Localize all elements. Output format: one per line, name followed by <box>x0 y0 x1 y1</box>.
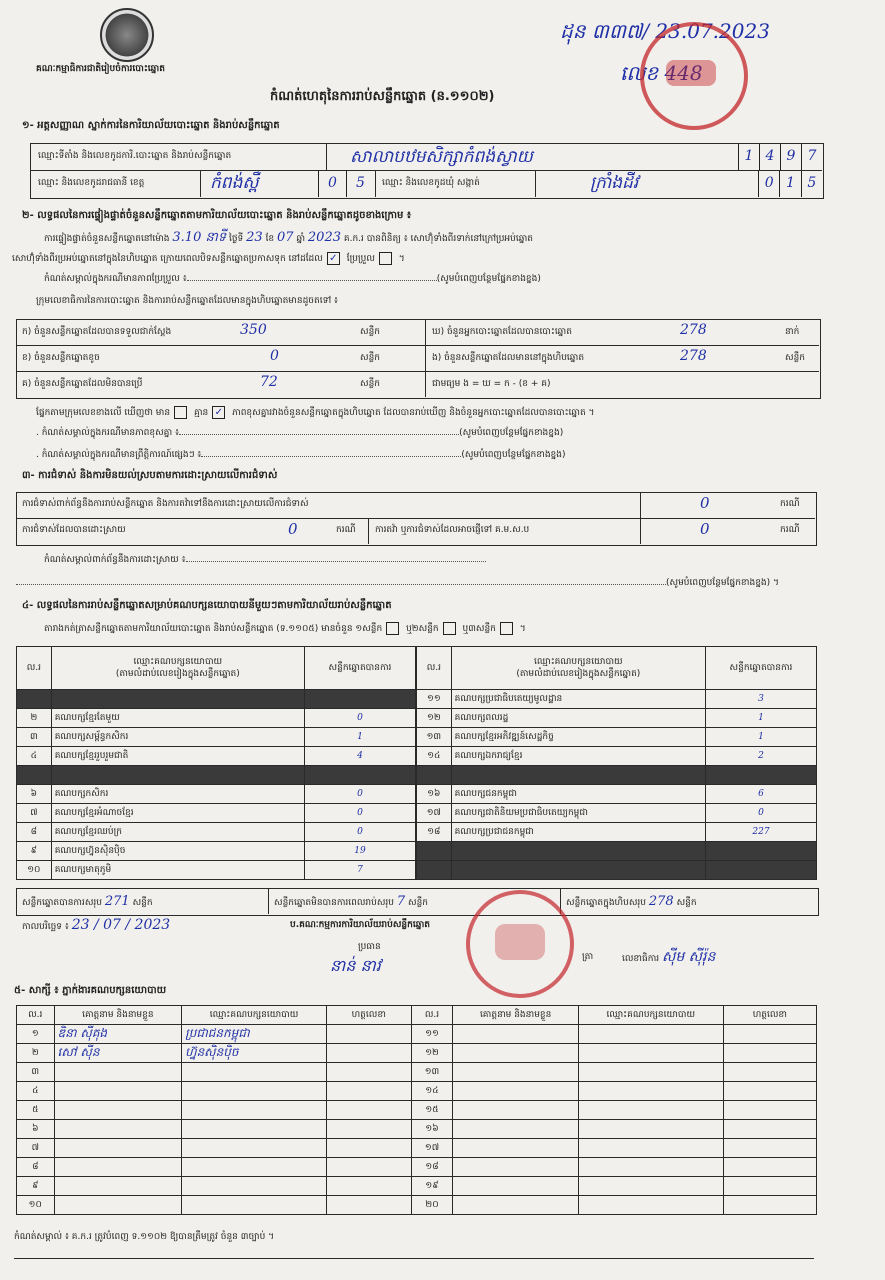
party-number: ១១ <box>417 690 452 709</box>
commune-label: ឈ្មោះ និងលេខកូដឃុំ សង្កាត់ <box>382 178 480 188</box>
party-row <box>417 709 817 728</box>
section4-heading: ៤- លទ្ធផលនៃការរាប់សន្លឹកឆ្នោតសម្រាប់គណបក្សនយោបាយនីមួយៗតាមការិយាល័យរាប់សន្លឹកឆ្នោត <box>22 600 392 611</box>
witness-signature <box>723 1025 816 1044</box>
witness-number: ១០ <box>17 1196 55 1215</box>
witness-name <box>54 1196 182 1215</box>
party-votes: 1 <box>304 728 415 747</box>
party-row <box>17 804 416 823</box>
witness-number: ១៥ <box>411 1101 453 1120</box>
party-name: គណបក្សខ្មែរតែមួយ <box>51 709 304 728</box>
party-name <box>51 766 304 785</box>
party-votes: 3 <box>705 690 816 709</box>
witness-party <box>182 1158 327 1177</box>
province-code: 0 5 <box>318 170 374 197</box>
witness-number: ១២ <box>411 1044 453 1063</box>
party-name: គណបក្សកសិករ <box>51 785 304 804</box>
total-in-box: សន្លឹកឆ្នោតក្នុងហិបសរុប 278 សន្លឹក <box>566 894 697 909</box>
witness-party: ហ្វ៊ុនស៊ិនប៉ិច <box>182 1044 327 1063</box>
has-diff-checkbox[interactable] <box>174 406 187 419</box>
witness-name <box>453 1025 578 1044</box>
witness-name <box>54 1082 182 1101</box>
location-value: សាលាបឋមសិក្សាកំពង់ស្វាយ <box>350 147 533 167</box>
party-votes <box>304 766 415 785</box>
party-votes: 0 <box>705 804 816 823</box>
witness-number: ១៣ <box>411 1063 453 1082</box>
witness-signature <box>326 1063 411 1082</box>
witness-party <box>578 1177 723 1196</box>
objection-2-unit: ករណី <box>336 525 356 535</box>
witness-signature <box>723 1101 816 1120</box>
party-votes: 4 <box>304 747 415 766</box>
party-row <box>17 709 416 728</box>
party-name: គណបក្សជនកម្ពុជា <box>451 785 705 804</box>
official-stamp-top <box>640 22 748 130</box>
party-votes: 19 <box>304 842 415 861</box>
count-b-value: 0 <box>270 348 279 364</box>
party-row <box>417 804 817 823</box>
witness-row <box>17 1044 817 1063</box>
seal-line: សោហ៊ុំទាំងពីរប្រអប់ឆ្នោតនៅក្នុងនៃហិបឆ្នោត ក្រោយពេលបិទសន្លឹកឆ្នោតប្រកាសទុក នៅដដែល ✓ ប្រែប្រួល ។ <box>12 253 405 264</box>
count-c-label: គ) ចំនួនសន្លឹកឆ្នោតដែលមិនបានប្រើ <box>22 379 143 389</box>
total-valid: សន្លឹកឆ្នោតបានការសរុប 271 សន្លឹក <box>22 894 153 909</box>
witness-name <box>453 1177 578 1196</box>
count-d-label: ឃ) ចំនួនអ្នកបោះឆ្នោតដែលបានបោះឆ្នោត <box>432 327 572 337</box>
witness-number: ៤ <box>17 1082 55 1101</box>
witness-row <box>17 1025 817 1044</box>
party-number: ៧ <box>17 804 52 823</box>
province-label: ឈ្មោះ និងលេខកូដរាជធានី ខេត្ត <box>38 178 145 188</box>
two-sheet-checkbox[interactable] <box>443 622 456 635</box>
committee-label: ប.គណៈកម្មការការិយាល័យរាប់សន្លឹកឆ្នោត <box>290 920 430 930</box>
no-diff-checkbox[interactable]: ✓ <box>212 406 225 419</box>
witness-name: សៅ ស៊ីន <box>54 1044 182 1063</box>
section2-heading: ២- លទ្ធផលនៃការផ្ទៀងផ្ទាត់ចំនួនសន្លឹកឆ្នោតតាមការិយាល័យបោះឆ្នោត និងរាប់សន្លឹកឆ្នោតដូចខាងក្រោម ៖ <box>22 210 412 221</box>
party-name: គណបក្សខ្មែររួបរួមជាតិ <box>51 747 304 766</box>
objection-3-unit: ករណី <box>780 525 800 535</box>
witness-party <box>182 1139 327 1158</box>
witness-party <box>182 1101 327 1120</box>
stamp-label: ត្រា <box>582 952 594 962</box>
party-row <box>417 785 817 804</box>
party-number <box>17 690 52 709</box>
count-d-value: 278 <box>680 322 707 338</box>
witness-party <box>578 1082 723 1101</box>
count-d-unit: នាក់ <box>785 327 800 337</box>
objection-3-value: 0 <box>700 520 710 538</box>
president-signature: នាន់ នាវ <box>330 956 381 975</box>
objection-1-value: 0 <box>700 494 710 512</box>
witness-number: ៩ <box>17 1177 55 1196</box>
party-name: គណបក្សហ្វ៊ុនស៊ិនប៉ិច <box>51 842 304 861</box>
witness-party <box>182 1196 327 1215</box>
witness-party <box>578 1120 723 1139</box>
objection-2-label: ការជំទាស់ដែលបានដោះស្រាយ <box>22 525 126 535</box>
witness-number: ១៤ <box>411 1082 453 1101</box>
party-number <box>417 766 452 785</box>
party-row <box>17 785 416 804</box>
party-votes <box>705 766 816 785</box>
count-a-value: 350 <box>240 322 267 338</box>
party-row <box>417 823 817 842</box>
location-code: 1 4 9 7 <box>738 143 822 170</box>
party-row <box>17 728 416 747</box>
province-value: កំពង់ស្ពឺ <box>210 173 259 193</box>
witness-signature <box>326 1025 411 1044</box>
witness-signature <box>326 1101 411 1120</box>
party-number: ១២ <box>417 709 452 728</box>
org-name: គណៈកម្មាធិការជាតិរៀបចំការបោះឆ្នោត <box>36 64 165 74</box>
count-intro: ក្រុមលេខាធិការនៃការបោះឆ្នោត និងការរាប់សន្លឹកឆ្នោតដែលមានក្នុងហិបឆ្នោតមានដូចតទៅ ៖ <box>36 296 338 306</box>
witness-signature <box>723 1120 816 1139</box>
date-line: កាលបរិច្ឆេទ ៖ 23 / 07 / 2023 <box>22 917 171 933</box>
objection-2-value: 0 <box>288 520 298 538</box>
party-row <box>417 766 817 785</box>
party-name: គណបក្សប្រជាជនកម្ពុជា <box>451 823 705 842</box>
party-votes: 0 <box>304 823 415 842</box>
objection-1-unit: ករណី <box>780 499 800 509</box>
witness-table: ល.រ គោត្តនាម និងនាមខ្លួន ឈ្មោះគណបក្សនយោបាយ ហត្ថលេខា ល.រ គោត្តនាម និងនាមខ្លួន ឈ្មោះគណបក្សនយោបាយ ហត្ថលេខា ១ ឌិនា ស៊ីគុង ប្រជាជនកម្ពុជា ១១ ២ សៅ ស៊ីន ហ្វ៊ុនស៊ិនប៉ិច ១២ ៣ ១៣ ៤ ១៤ ៥ ១៥ ៦ ១៦ ៧ ១៧ ៨ ១៨ ៩ ១៩ ១០ ២០ <box>16 1005 817 1215</box>
party-number: ១៣ <box>417 728 452 747</box>
witness-signature <box>326 1196 411 1215</box>
change-note-line: កំណត់សម្គាល់ក្នុងករណីមានភាពប្រែប្រួល ៖ (សូមបំពេញបន្ថែមផ្នែកខាងខ្នង) <box>44 274 541 284</box>
location-label: ឈ្មោះទីតាំង និងលេខកូដការិ.បោះឆ្នោត និងរាប់សន្លឹកឆ្នោត <box>38 151 232 161</box>
witness-name <box>453 1158 578 1177</box>
party-name <box>451 861 705 880</box>
party-votes: 6 <box>705 785 816 804</box>
witness-number: ១៨ <box>411 1158 453 1177</box>
witness-party: ប្រជាជនកម្ពុជា <box>182 1025 327 1044</box>
commune-code: 0 1 5 <box>758 170 822 197</box>
party-votes: 1 <box>705 728 816 747</box>
witness-number: ១៦ <box>411 1120 453 1139</box>
section1-heading: ១- អត្តសញ្ញាណ ស្នាក់ការនៃការិយាល័យបោះឆ្នោត និងរាប់សន្លឹកឆ្នោត <box>22 120 280 131</box>
party-number: ២ <box>17 709 52 728</box>
changed-checkbox[interactable] <box>379 252 392 265</box>
witness-number: ២ <box>17 1044 55 1063</box>
party-number: ១៤ <box>417 747 452 766</box>
party-name: គណបក្សជាតិនិយមប្រជាធិបតេយ្យកម្ពុជា <box>451 804 705 823</box>
secretary-line: លេខាធិការ ស៊ីម ស៊ីរ៉ុន <box>622 949 716 965</box>
count-a-label: ក) ចំនួនសន្លឹកឆ្នោតដែលបានទទួលជាក់ស្តែង <box>22 327 172 337</box>
three-sheet-checkbox[interactable] <box>500 622 513 635</box>
witness-number: ១៩ <box>411 1177 453 1196</box>
party-votes: 227 <box>705 823 816 842</box>
hand-date-top: ដុន ៣៣៧/ 23.07.2023 <box>560 19 770 43</box>
party-number: ៨ <box>17 823 52 842</box>
party-number: ១៦ <box>417 785 452 804</box>
witness-signature <box>326 1044 411 1063</box>
witness-signature <box>326 1139 411 1158</box>
witness-party <box>182 1177 327 1196</box>
party-votes <box>705 861 816 880</box>
party-votes: 0 <box>304 785 415 804</box>
witness-number: ៥ <box>17 1101 55 1120</box>
witness-signature <box>326 1120 411 1139</box>
witness-row <box>17 1196 817 1215</box>
witness-number: ៧ <box>17 1139 55 1158</box>
witness-row <box>17 1101 817 1120</box>
witness-party <box>182 1082 327 1101</box>
party-name: គណបក្សពលរដ្ឋ <box>451 709 705 728</box>
party-row <box>417 690 817 709</box>
witness-name <box>453 1120 578 1139</box>
party-votes: 0 <box>304 709 415 728</box>
witness-signature <box>723 1196 816 1215</box>
witness-signature <box>326 1177 411 1196</box>
verification-line: ការផ្ទៀងផ្ទាត់ចំនួនសន្លឹកឆ្នោតនៅម៉ោង 3.10 នាទី ថ្ងៃទី 23 ខែ 07 ឆ្នាំ 2023 គ.ក.រ បានពិនិត្យ ៖ សោហ៊ុំទាំងពីរទាក់នៅក្រៅប្រអប់ឆ្នោត <box>44 230 533 245</box>
witness-row <box>17 1177 817 1196</box>
section5-heading: ៥- សាក្សី ៖ ភ្នាក់ងារគណបក្សនយោបាយ <box>14 985 167 996</box>
witness-signature <box>326 1082 411 1101</box>
party-table-right: ល.រ ឈ្មោះគណបក្សនយោបាយ (តាមលំដាប់លេខរៀងក្នុងសន្លឹកឆ្នោត) សន្លឹកឆ្នោតបានការ ១១ គណបក្សប្រជាធិបតេយ្យមូលដ្ឋាន 3 ១២ គណបក្សពលរដ្ឋ 1 ១៣ គណបក្សខ្មែរអភិវឌ្ឍន៍សេដ្ឋកិច្ច 1 ១៤ គណបក្សឯករាជ្យខ្មែរ 2 ១៦ គណបក្សជនកម្ពុជា 6 ១៧ គណបក្សជាតិនិយមប្រជាធិបតេយ្យកម្ពុជា 0 ១៨ គណបក្សប្រជាជនកម្ពុជា 227 <box>416 646 817 880</box>
president-label: ប្រធាន <box>358 942 381 952</box>
witness-number: ១៧ <box>411 1139 453 1158</box>
objection-note-line2: (សូមបំពេញបន្ថែមផ្នែកខាងខ្នង) ។ <box>16 578 779 589</box>
witness-party <box>578 1101 723 1120</box>
party-name: គណបក្សមាតុភូមិ <box>51 861 304 880</box>
event-note-line: . កំណត់សម្គាល់ក្នុងករណីមានព្រឹត្តិការណ៍ផ្សេងៗ ៖ (សូមបំពេញបន្ថែមផ្នែកខាងខ្នង) <box>36 450 566 460</box>
party-number <box>17 766 52 785</box>
witness-number: ៦ <box>17 1120 55 1139</box>
witness-name: ឌិនា ស៊ីគុង <box>54 1025 182 1044</box>
count-b-unit: សន្លឹក <box>360 353 380 363</box>
official-stamp-bottom <box>466 890 574 998</box>
witness-number: ១១ <box>411 1025 453 1044</box>
party-votes: 2 <box>705 747 816 766</box>
witness-row <box>17 1082 817 1101</box>
witness-party <box>578 1063 723 1082</box>
witness-signature <box>723 1082 816 1101</box>
witness-party <box>182 1120 327 1139</box>
witness-signature <box>723 1158 816 1177</box>
party-number: ៤ <box>17 747 52 766</box>
witness-row <box>17 1158 817 1177</box>
party-votes <box>304 690 415 709</box>
witness-name <box>453 1082 578 1101</box>
witness-number: ៣ <box>17 1063 55 1082</box>
witness-name <box>54 1120 182 1139</box>
party-votes: 0 <box>304 804 415 823</box>
count-a-unit: សន្លឹក <box>360 327 380 337</box>
witness-signature <box>723 1139 816 1158</box>
count-c-value: 72 <box>260 374 278 390</box>
diff-note-line: . កំណត់សម្គាល់ក្នុងករណីមានភាពខុសគ្នា ៖ (សូមបំពេញបន្ថែមផ្នែកខាងខ្នង) <box>36 428 564 438</box>
witness-name <box>453 1101 578 1120</box>
count-c-unit: សន្លឹក <box>360 379 380 389</box>
witness-party <box>182 1063 327 1082</box>
party-row <box>17 690 416 709</box>
party-number: ៩ <box>17 842 52 861</box>
party-name: គណបក្សឯករាជ្យខ្មែរ <box>451 747 705 766</box>
party-name: គណបក្សខ្មែរអភិវឌ្ឍន៍សេដ្ឋកិច្ច <box>451 728 705 747</box>
party-votes: 7 <box>304 861 415 880</box>
witness-name <box>54 1177 182 1196</box>
footer-note: កំណត់សម្គាល់ ៖ គ.ក.រ ត្រូវបំពេញ ទ.១១០២ ឱ្យបានត្រឹមត្រូវ ចំនួន ៣ច្បាប់ ។ <box>14 1232 275 1242</box>
nec-emblem-icon <box>100 8 154 62</box>
party-number: ៦ <box>17 785 52 804</box>
count-e-unit: សន្លឹក <box>785 353 805 363</box>
witness-number: ២០ <box>411 1196 453 1215</box>
witness-number: ១ <box>17 1025 55 1044</box>
count-e-label: ង) ចំនួនសន្លឹកឆ្នោតដែលមាននៅក្នុងហិបឆ្នោត <box>432 353 585 363</box>
witness-name <box>453 1044 578 1063</box>
form-title: កំណត់ហេតុនៃការរាប់សន្លឹកឆ្នោត (ន.១១០២) <box>270 89 495 104</box>
party-name: គណបក្សខ្មែរឈប់ក្រ <box>51 823 304 842</box>
party-votes: 1 <box>705 709 816 728</box>
objection-3-label: ការតវ៉ា ឬការជំទាស់ដែលអាចផ្ញើទៅ គ.ម.ស.ប <box>375 525 530 535</box>
section3-heading: ៣- ការជំទាស់ និងការមិនយល់ស្របតាមការដោះស្រាយលើការជំទាស់ <box>22 470 278 481</box>
party-row <box>417 861 817 880</box>
hand-number-top: លេខ 448 <box>620 61 703 85</box>
witness-name <box>54 1063 182 1082</box>
party-row <box>17 861 416 880</box>
party-row <box>417 728 817 747</box>
count-e-value: 278 <box>680 348 707 364</box>
witness-signature <box>723 1177 816 1196</box>
witness-name <box>453 1063 578 1082</box>
party-row <box>417 842 817 861</box>
party-name: គណបក្សសម្ព័ន្ធកសិករ <box>51 728 304 747</box>
party-number: ១៧ <box>417 804 452 823</box>
tally-sheet-line: តារាងកត់ត្រាសន្លឹកឆ្នោតតាមការិយាល័យបោះឆ្នោត និងរាប់សន្លឹកឆ្នោត (ទ.១១០៥) មានចំនួន ១សន្លឹក ឬ២សន្លឹក ឬ៣សន្លឹក ។ <box>44 624 526 634</box>
party-votes <box>705 842 816 861</box>
party-name <box>451 766 705 785</box>
party-table-left: ល.រ ឈ្មោះគណបក្សនយោបាយ (តាមលំដាប់លេខរៀងក្នុងសន្លឹកឆ្នោត) សន្លឹកឆ្នោតបានការ ២ គណបក្សខ្មែរតែមួយ 0 ៣ គណបក្សសម្ព័ន្ធកសិករ 1 ៤ គណបក្សខ្មែររួបរួមជាតិ 4 ៦ គណបក្សកសិករ 0 ៧ គណបក្សខ្មែរអំណាចខ្មែរ 0 ៨ គណបក្សខ្មែរឈប់ក្រ 0 ៩ គណបក្សហ្វ៊ុនស៊ិនប៉ិច 19 ១០ គណបក្សមាតុភូមិ 7 <box>16 646 416 880</box>
party-name: គណបក្សប្រជាធិបតេយ្យមូលដ្ឋាន <box>451 690 705 709</box>
witness-party <box>578 1196 723 1215</box>
witness-name <box>54 1139 182 1158</box>
count-b-label: ខ) ចំនួនសន្លឹកឆ្នោតខូច <box>22 353 100 363</box>
party-row <box>17 823 416 842</box>
party-row <box>417 747 817 766</box>
total-invalid: សន្លឹកឆ្នោតមិនបានការពេលរាប់សរុប 7 សន្លឹក <box>274 894 429 909</box>
witness-name <box>54 1101 182 1120</box>
party-row <box>17 842 416 861</box>
party-name <box>451 842 705 861</box>
party-row <box>17 766 416 785</box>
objection-note-line: កំណត់សម្គាល់ពាក់ព័ន្ធនឹងការដោះស្រាយ ៖ <box>44 555 486 566</box>
witness-name <box>453 1196 578 1215</box>
party-number: ៣ <box>17 728 52 747</box>
party-number: ១៨ <box>417 823 452 842</box>
witness-party <box>578 1044 723 1063</box>
party-name: គណបក្សខ្មែរអំណាចខ្មែរ <box>51 804 304 823</box>
unchanged-checkbox[interactable]: ✓ <box>327 252 340 265</box>
witness-number: ៨ <box>17 1158 55 1177</box>
discrepancy-line: ផ្នែកតាមក្រុមលេខខាងលើ ឃើញថា មាន គ្មាន ✓ ភាពខុសគ្នារវាងចំនួនសន្លឹកឆ្នោតក្នុងហិបឆ្នោត ដែលបានរាប់ឃើញ និងចំនួនអ្នកបោះឆ្នោតដែលបានបោះឆ្នោត ។ <box>36 407 595 418</box>
witness-row <box>17 1063 817 1082</box>
commune-value: ក្រាំងដីវ <box>590 173 639 193</box>
witness-signature <box>326 1158 411 1177</box>
witness-name <box>453 1139 578 1158</box>
witness-party <box>578 1025 723 1044</box>
party-number <box>417 842 452 861</box>
one-sheet-checkbox[interactable] <box>386 622 399 635</box>
party-name <box>51 690 304 709</box>
count-formula: ជាមធ្យម ង = ឃ = ក - (ខ + គ) <box>432 379 551 389</box>
objection-1-label: ការជំទាស់ពាក់ព័ន្ធនឹងការរាប់សន្លឹកឆ្នោត និងការតវ៉ាទៅនឹងការដោះស្រាយលើការជំទាស់ <box>22 499 309 509</box>
witness-name <box>54 1158 182 1177</box>
party-row <box>17 747 416 766</box>
witness-row <box>17 1139 817 1158</box>
party-number <box>417 861 452 880</box>
witness-signature <box>723 1063 816 1082</box>
party-number: ១០ <box>17 861 52 880</box>
witness-signature <box>723 1044 816 1063</box>
witness-party <box>578 1158 723 1177</box>
witness-party <box>578 1139 723 1158</box>
witness-row <box>17 1120 817 1139</box>
